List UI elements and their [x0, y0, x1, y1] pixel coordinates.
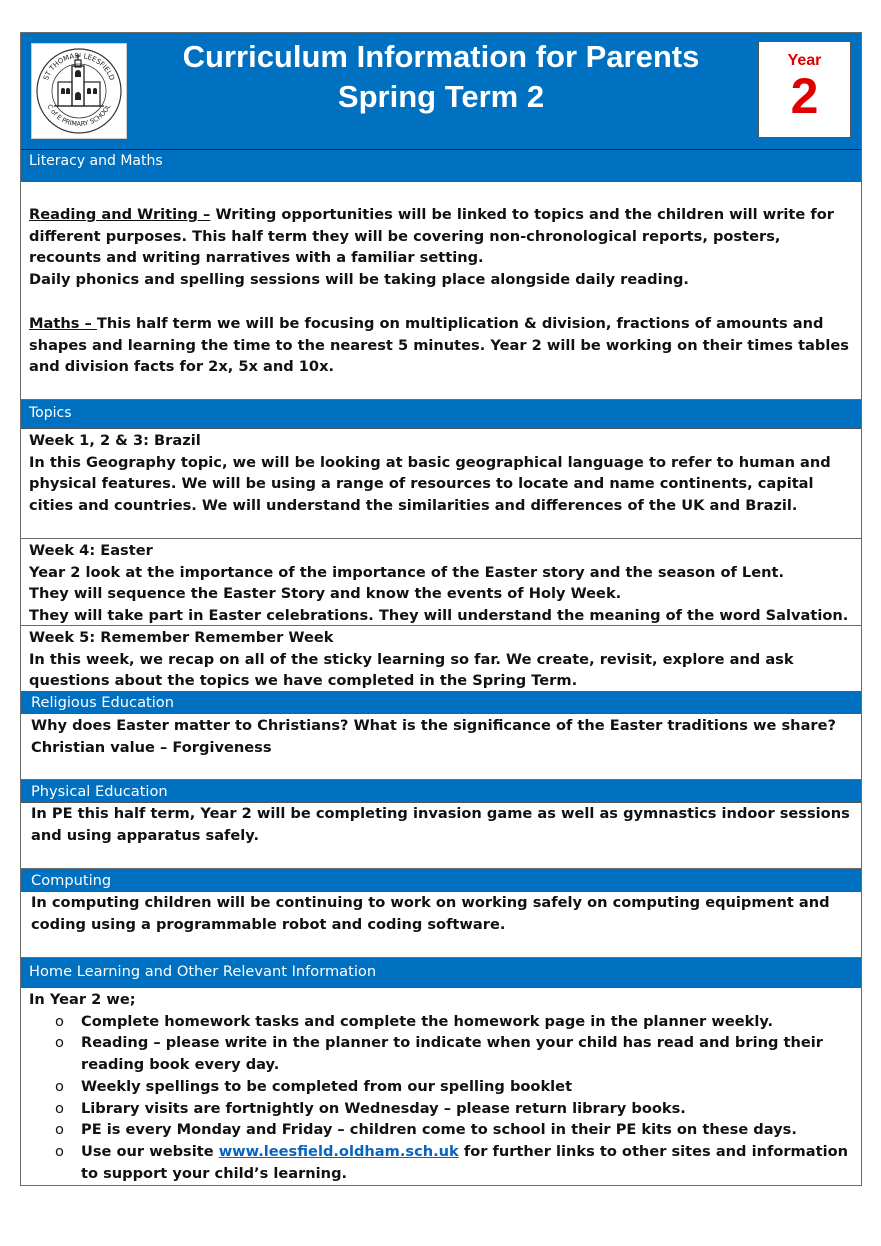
- re-line-2: Christian value – Forgiveness: [31, 738, 272, 756]
- topic-week-1-3: [21, 429, 861, 539]
- section-heading-literacy: Literacy and Maths: [21, 150, 861, 182]
- year-number: 2: [790, 68, 819, 124]
- maths-label: Maths –: [29, 314, 97, 332]
- week-5-text: In this week, we recap on all of the sticky learning so far. We create, revisit, explore and ask questions about the topics we have completed in the Spring Term.: [29, 650, 794, 690]
- website-text-after: for further links to other sites and information to support your child’s learning.: [81, 1142, 849, 1182]
- logo-text-bottom: C of E PRIMARY SCHOOL: [45, 102, 113, 129]
- home-learning-list: [29, 1011, 853, 1185]
- list-item: o PE is every Monday and Friday – children come to school in their PE kits on these days.: [81, 1119, 853, 1141]
- section-heading-home-learning: Home Learning and Other Relevant Information: [21, 958, 861, 988]
- section-heading-re: Religious Education: [21, 691, 861, 714]
- year-badge: [758, 41, 851, 138]
- title-line-1: Curriculum Information for Parents: [182, 39, 700, 74]
- title-line-2: Spring Term 2: [337, 79, 545, 114]
- topic-week-5: [21, 626, 861, 691]
- section-heading-topics: Topics: [21, 400, 861, 429]
- list-item: o Complete homework tasks and complete the homework page in the planner weekly.: [81, 1011, 853, 1033]
- header-banner: [21, 33, 861, 150]
- topic-week-4: [21, 539, 861, 626]
- list-item-website: [81, 1141, 853, 1184]
- section-heading-computing: Computing: [21, 869, 861, 892]
- reading-writing-text: Writing opportunities will be linked to topics and the children will write for different purposes. This half term they will be covering non-chronological reports, posters, recounts and writing narratives with a familiar setting.: [29, 206, 834, 267]
- week-4-line-1: Year 2 look at the importance of the importance of the Easter story and the season of Lent.: [29, 563, 785, 581]
- curriculum-document: [20, 32, 862, 1186]
- week-5-title: Week 5: Remember Remember Week: [29, 629, 334, 646]
- website-text-before: Use our website: [81, 1142, 219, 1160]
- list-item: o Weekly spellings to be completed from our spelling booklet: [81, 1076, 853, 1098]
- computing-section: [21, 892, 861, 958]
- list-item: o Reading – please write in the planner to indicate when your child has read and bring their reading book every day.: [81, 1032, 853, 1075]
- list-item: o Library visits are fortnightly on Wednesday – please return library books.: [81, 1098, 853, 1120]
- computing-text: In computing children will be continuing to work on working safely on computing equipment and coding using a programmable robot and coding software.: [31, 894, 830, 933]
- section-heading-pe: Physical Education: [21, 780, 861, 803]
- reading-writing-label: Reading and Writing –: [29, 206, 211, 223]
- maths-paragraph: [29, 313, 853, 378]
- school-logo: [31, 43, 127, 139]
- pe-text: In PE this half term, Year 2 will be completing invasion game as well as gymnastics indoor sessions and using apparatus safely.: [31, 805, 850, 844]
- week-1-3-title: Week 1, 2 & 3: Brazil: [29, 432, 201, 449]
- week-4-line-3: They will take part in Easter celebrations. They will understand the meaning of the word Salvation.: [29, 607, 849, 625]
- re-line-1: Why does Easter matter to Christians? What is the significance of the Easter traditions we share?: [31, 717, 836, 734]
- website-link[interactable]: www.leesfield.oldham.sch.uk: [218, 1142, 459, 1160]
- literacy-section: [21, 182, 861, 400]
- page-title: [131, 37, 751, 117]
- reading-writing-paragraph: [29, 204, 853, 269]
- home-learning-intro: In Year 2 we;: [29, 991, 136, 1008]
- logo-text-top: ST THOMAS' LEESFIELD: [42, 51, 116, 82]
- maths-text: This half term we will be focusing on multiplication & division, fractions of amounts and shapes and learning the time to the nearest 5 minutes. Year 2 will be working on their times tables and division facts for 2x, 5x and 10x.: [29, 314, 849, 376]
- week-1-3-text: In this Geography topic, we will be looking at basic geographical language to refer to human and physical features. We will be using a range of resources to locate and name continents, capital cities and countries. We will understand the similarities and differences of the UK and Brazil.: [29, 453, 831, 515]
- re-section: [21, 714, 861, 780]
- week-4-line-2: They will sequence the Easter Story and know the events of Holy Week.: [29, 585, 622, 603]
- pe-section: [21, 803, 861, 869]
- week-4-title: Week 4: Easter: [29, 542, 153, 559]
- year-label: Year: [787, 52, 822, 69]
- home-learning-section: [21, 988, 861, 1185]
- phonics-text: Daily phonics and spelling sessions will be taking place alongside daily reading.: [29, 271, 689, 289]
